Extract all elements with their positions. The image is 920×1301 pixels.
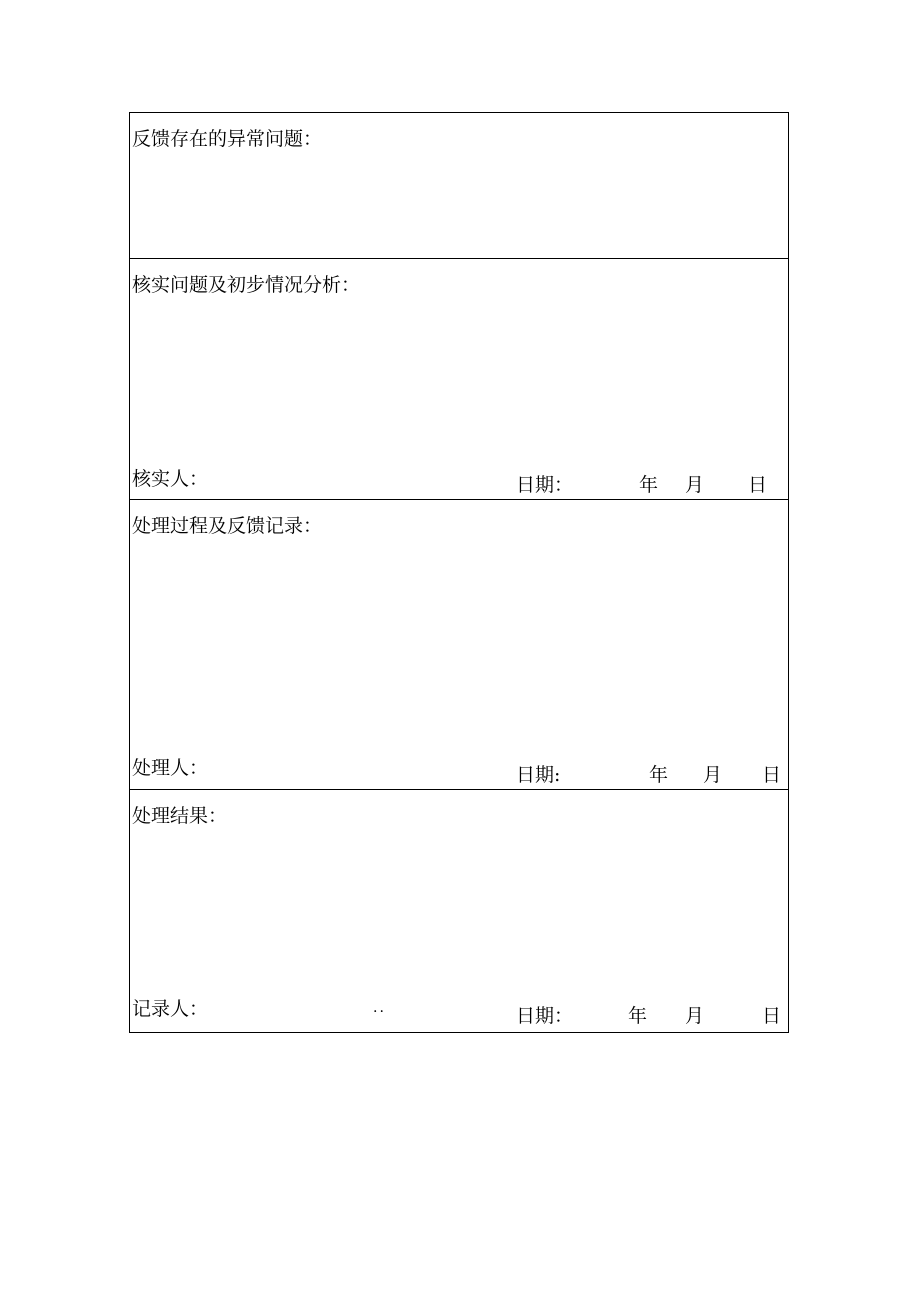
result-year-label: 年 [628, 1005, 648, 1027]
result-day-label: 日 [762, 1005, 782, 1027]
feedback-issue-section [130, 113, 788, 259]
verification-day-label: 日 [748, 474, 768, 496]
processing-month-label: 月 [703, 764, 723, 786]
processing-date-label: 日期: [516, 764, 561, 786]
verification-month-label: 月 [685, 474, 705, 496]
processing-day-label: 日 [762, 764, 782, 786]
verification-year-label: 年 [639, 474, 659, 496]
verification-heading: 核实问题及初步情况分析： [132, 274, 361, 296]
recorder-label: 记录人： [132, 998, 209, 1020]
processing-heading: 处理过程及反馈记录： [132, 515, 323, 537]
feedback-issue-heading: 反馈存在的异常问题： [132, 128, 323, 150]
dots-mark: .. [373, 1000, 386, 1016]
processing-section [130, 500, 788, 790]
result-section [130, 790, 788, 1032]
verification-date-label: 日期： [516, 474, 574, 496]
result-date-label: 日期： [516, 1005, 574, 1027]
result-month-label: 月 [685, 1005, 705, 1027]
processing-year-label: 年 [649, 764, 669, 786]
verifier-label: 核实人： [132, 468, 209, 490]
feedback-form-table [129, 112, 789, 1033]
processor-label: 处理人： [132, 757, 209, 779]
verification-section [130, 259, 788, 500]
result-heading: 处理结果： [132, 805, 228, 827]
